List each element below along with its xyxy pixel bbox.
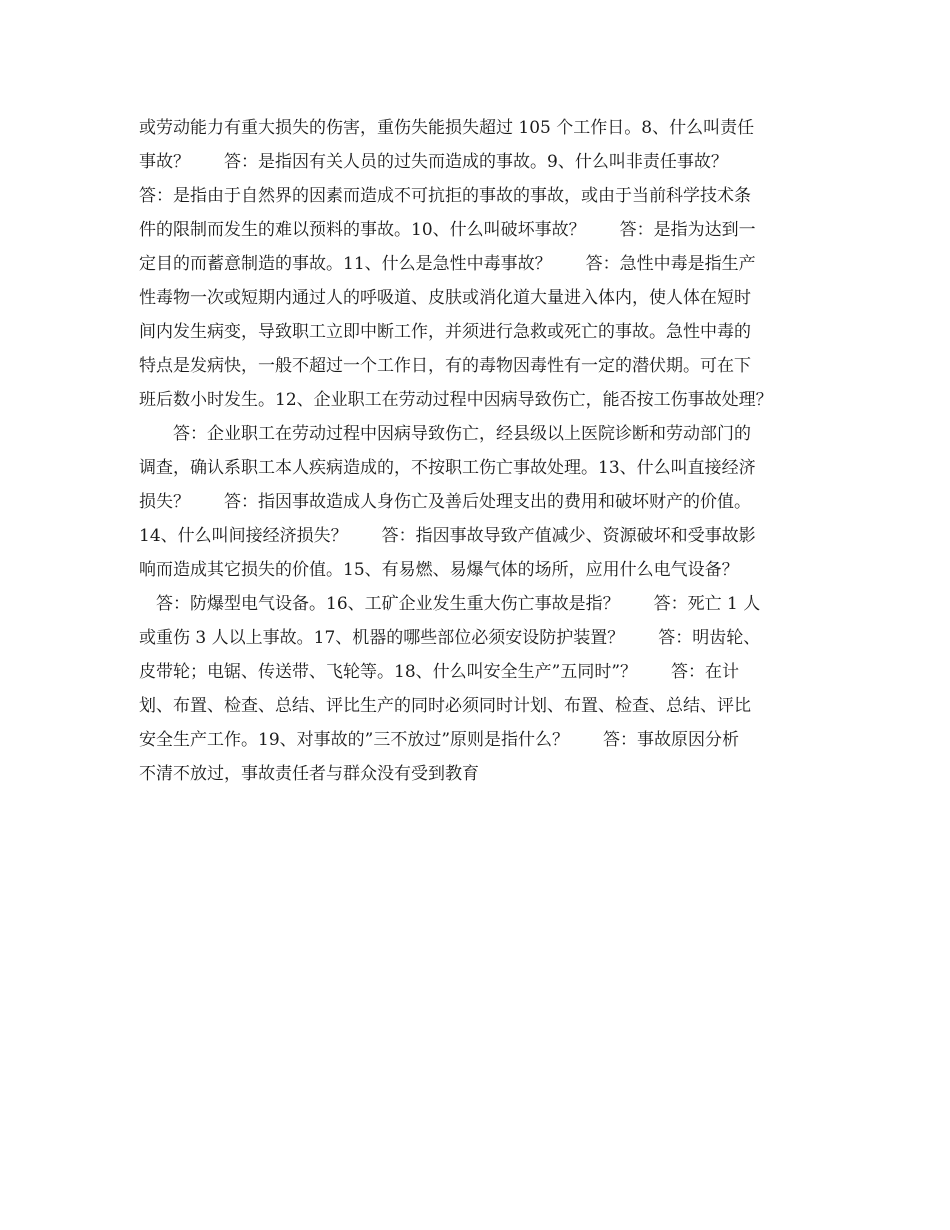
text-line: 答：是指由于自然界的因素而造成不可抗拒的事故的事故，或由于当前科学技术条: [139, 186, 751, 206]
text-line: 答：企业职工在劳动过程中因病导致伤亡，经县级以上医院诊断和劳动部门的: [139, 424, 751, 444]
text-line: 调查，确认系职工本人疾病造成的，不按职工伤亡事故处理。13、什么叫直接经济: [139, 458, 756, 478]
text-line: 损失？ 答：指因事故造成人身伤亡及善后处理支出的费用和破坏财产的价值。: [139, 492, 751, 512]
text-line: 特点是发病快，一般不超过一个工作日，有的毒物因毒性有一定的潜伏期。可在下: [139, 356, 751, 376]
text-line: 安全生产工作。19、对事故的”三不放过”原则是指什么？ 答：事故原因分析: [139, 730, 740, 750]
text-line: 班后数小时发生。12、企业职工在劳动过程中因病导致伤亡，能否按工伤事故处理？: [139, 390, 773, 410]
text-line: 皮带轮；电锯、传送带、飞轮等。18、什么叫安全生产”五同时”？ 答：在计: [139, 662, 740, 682]
text-line: 或重伤 3 人以上事故。17、机器的哪些部位必须安设防护装置？ 答：明齿轮、: [139, 628, 761, 648]
text-line: 间内发生病变，导致职工立即中断工作，并须进行急救或死亡的事故。急性中毒的: [139, 322, 751, 342]
text-line: 事故？ 答：是指因有关人员的过失而造成的事故。9、什么叫非责任事故？: [139, 152, 728, 172]
text-line: 性毒物一次或短期内通过人的呼吸道、皮肤或消化道大量进入体内，使人体在短时: [139, 288, 751, 308]
text-line: 不清不放过，事故责任者与群众没有受到教育: [139, 764, 479, 784]
text-line: 14、什么叫间接经济损失？ 答：指因事故导致产值减少、资源破坏和受事故影: [139, 526, 756, 546]
text-line: 响而造成其它损失的价值。15、有易燃、易爆气体的场所，应用什么电气设备？: [139, 560, 739, 580]
body-text: [139, 111, 819, 791]
text-line: 定目的而蓄意制造的事故。11、什么是急性中毒事故？ 答：急性中毒是指生产: [139, 254, 756, 274]
text-line: 划、布置、检查、总结、评比生产的同时必须同时计划、布置、检查、总结、评比: [139, 696, 751, 716]
text-line: 答：防爆型电气设备。16、工矿企业发生重大伤亡事故是指？ 答：死亡 1 人: [139, 594, 761, 614]
text-line: 或劳动能力有重大损失的伤害，重伤失能损失超过 105 个工作日。8、什么叫责任: [139, 118, 755, 138]
text-line: 件的限制而发生的难以预料的事故。10、什么叫破坏事故？ 答：是指为达到一: [139, 220, 756, 240]
